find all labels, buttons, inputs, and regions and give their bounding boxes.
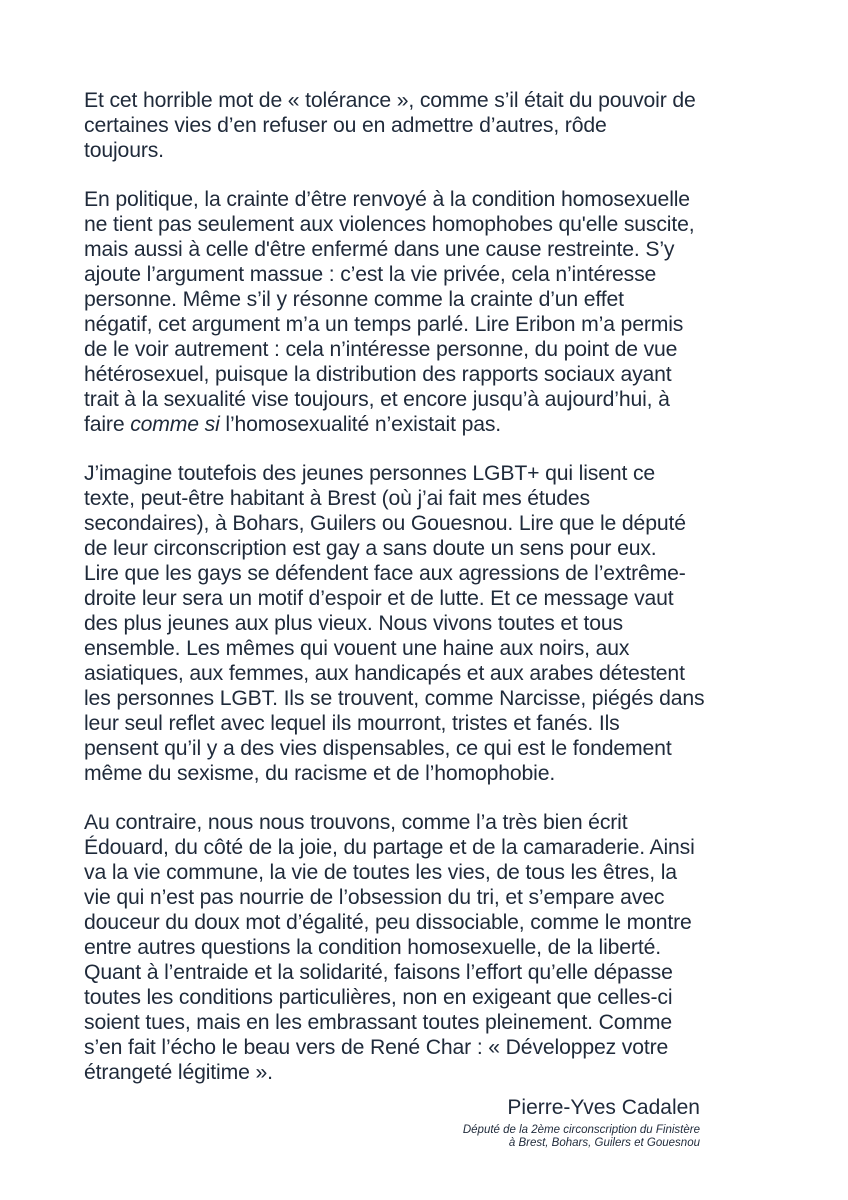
text-line: de leur circonscription est gay a sans doute un sens pour eux. xyxy=(84,537,657,560)
signature-role-line: à Brest, Bohars, Guilers et Gouesnou xyxy=(508,1137,700,1149)
text-line: secondaires), à Bohars, Guilers ou Gouesnou. Lire que le député xyxy=(84,512,686,535)
text-line: même du sexisme, du racisme et de l’homophobie. xyxy=(84,762,556,785)
text-line: texte, peut-être habitant à Brest (où j’ai fait mes études xyxy=(84,487,590,510)
text-line: Édouard, du côté de la joie, du partage et de la camaraderie. Ainsi xyxy=(84,836,695,859)
text-line: Lire que les gays se défendent face aux agressions de l’extrême- xyxy=(84,562,686,585)
signature-role-line: Député de la 2ème circonscription du Finistère xyxy=(462,1124,700,1136)
text-line: entre autres questions la condition homosexuelle, de la liberté. xyxy=(84,936,661,959)
signature-name: Pierre-Yves Cadalen xyxy=(507,1096,700,1119)
text-line: ne tient pas seulement aux violences homophobes qu'elle suscite, xyxy=(84,213,695,236)
text-line: pensent qu’il y a des vies dispensables, ce qui est le fondement xyxy=(84,737,672,760)
text-line: vie qui n’est pas nourrie de l’obsession du tri, et s’empare avec xyxy=(84,886,665,909)
text-line: soient tues, mais en les embrassant toutes pleinement. Comme xyxy=(84,1011,673,1034)
text-line: toujours. xyxy=(84,139,164,162)
signature-role xyxy=(463,1124,700,1150)
text-line: des plus jeunes aux plus vieux. Nous vivons toutes et tous xyxy=(84,612,623,635)
paragraph-politics xyxy=(84,187,774,437)
text-line: les personnes LGBT. Ils se trouvent, comme Narcisse, piégés dans xyxy=(84,687,705,710)
text-line: certaines vies d’en refuser ou en admettre d’autres, rôde xyxy=(84,114,607,137)
paragraph-solidarity xyxy=(84,810,774,1085)
text-line: s’en fait l’écho le beau vers de René Char : « Développez votre xyxy=(84,1036,669,1059)
letter-body xyxy=(84,88,774,1109)
text-line: Quant à l’entraide et la solidarité, faisons l’effort qu’elle dépasse xyxy=(84,961,673,984)
text-line: droite leur sera un motif d’espoir et de lutte. Et ce message vaut xyxy=(84,587,674,610)
text-line: de le voir autrement : cela n’intéresse personne, du point de vue xyxy=(84,338,678,361)
text-line: va la vie commune, la vie de toutes les vies, de tous les êtres, la xyxy=(84,861,677,884)
text-line: mais aussi à celle d'être enfermé dans une cause restreinte. S’y xyxy=(84,238,675,261)
paragraph-tolerance xyxy=(84,88,774,163)
text-line: Au contraire, nous nous trouvons, comme l’a très bien écrit xyxy=(84,811,628,834)
text-line: asiatiques, aux femmes, aux handicapés et aux arabes détestent xyxy=(84,662,685,685)
emphasis-text: comme si xyxy=(130,413,220,436)
text-line xyxy=(84,412,774,437)
text-line: toutes les conditions particulières, non en exigeant que celles-ci xyxy=(84,986,673,1009)
text-line: leur seul reflet avec lequel ils mourront, tristes et fanés. Ils xyxy=(84,712,620,735)
text-line: hétérosexuel, puisque la distribution des rapports sociaux ayant xyxy=(84,363,672,386)
text-segment: faire xyxy=(84,413,131,436)
text-line: Et cet horrible mot de « tolérance », comme s’il était du pouvoir de xyxy=(84,89,696,112)
text-line: douceur du doux mot d’égalité, peu dissociable, comme le montre xyxy=(84,911,692,934)
text-line: personne. Même s’il y résonne comme la crainte d’un effet xyxy=(84,288,624,311)
text-segment: l’homosexualité n’existait pas. xyxy=(219,413,502,436)
text-line: négatif, cet argument m’a un temps parlé. Lire Eribon m’a permis xyxy=(84,313,684,336)
text-line: En politique, la crainte d’être renvoyé à la condition homosexuelle xyxy=(84,188,690,211)
paragraph-lgbt-youth xyxy=(84,461,774,786)
signature-block xyxy=(463,1096,700,1150)
text-line: trait à la sexualité vise toujours, et encore jusqu’à aujourd’hui, à xyxy=(84,388,670,411)
text-line: ajoute l’argument massue : c’est la vie privée, cela n’intéresse xyxy=(84,263,657,286)
text-line: étrangeté légitime ». xyxy=(84,1061,273,1084)
text-line: J’imagine toutefois des jeunes personnes LGBT+ qui lisent ce xyxy=(84,462,656,485)
text-line: ensemble. Les mêmes qui vouent une haine aux noirs, aux xyxy=(84,637,630,660)
